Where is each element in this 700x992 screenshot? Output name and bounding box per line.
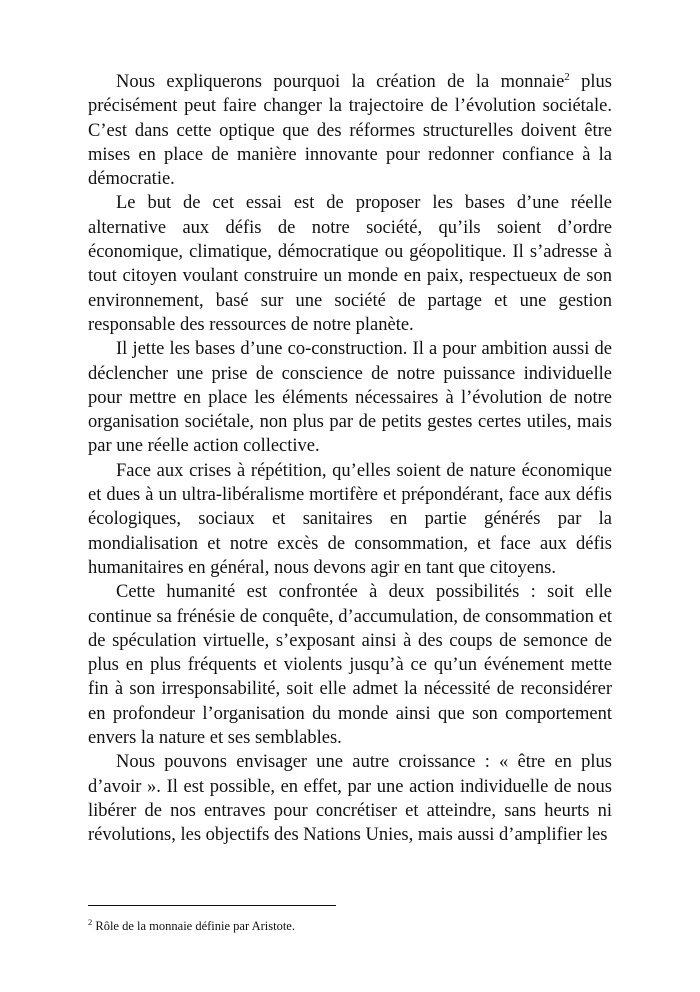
footnote-number: 2	[88, 916, 93, 927]
paragraph-3: Il jette les bases d’une co-construction. Il a pour ambition aussi de déclencher une prise de conscience de notre puissance individuelle pour mettre en place les éléments nécessaires à l’évolution de notre organisation sociétale, non plus par de petits gestes certes utiles, mais par une réelle action collective.	[88, 339, 612, 457]
body-text	[88, 70, 612, 848]
paragraph-6: Nous pouvons envisager une autre croissance : « être en plus d’avoir ». Il est possible, en effet, par une action individuelle de nous libérer de nos entraves pour concrétiser et atteindre, sans heurts ni révolutions, les objectifs des Nations Unies, mais aussi d’amplifier les	[88, 752, 612, 846]
footnote-separator	[88, 905, 336, 906]
paragraph-1-text-start: Nous expliquerons pourquoi la création de la monnaie	[116, 72, 565, 92]
paragraph-5: Cette humanité est confrontée à deux possibilités : soit elle continue sa frénésie de conquête, d’accumulation, de consommation et de spéculation virtuelle, s’exposant ainsi à des coups de semonce de plus en plus fréquents et violents jusqu’à ce qu’un événement mette fin à son irresponsabilité, soit elle admet la nécessité de reconsidérer en profondeur l’organisation du monde ainsi que son comportement envers la nature et ses semblables.	[88, 582, 612, 749]
footnote	[88, 918, 612, 934]
paragraph-2: Le but de cet essai est de proposer les bases d’une réelle alternative aux défis de notre société, qu’ils soient d’ordre économique, climatique, démocratique ou géopolitique. Il s’adresse à tout citoyen voulant construire un monde en paix, respectueux de son environnement, basé sur une société de partage et une gestion responsable des ressources de notre planète.	[88, 193, 612, 335]
footnote-reference[interactable]: 2	[564, 70, 570, 83]
paragraph-1-text-end: plus précisément peut faire changer la trajectoire de l’évolution sociétale. C’est dans cette optique que des réformes structurelles doivent être mises en place de manière innovante pour redonner confiance à la démocratie.	[88, 72, 612, 190]
footnote-text: Rôle de la monnaie définie par Aristote.	[92, 919, 295, 933]
paragraph-4: Face aux crises à répétition, qu’elles soient de nature économique et dues à un ultra-libéralisme mortifère et prépondérant, face aux défis écologiques, sociaux et sanitaires en partie générés par la mondialisation et notre excès de consommation, et face aux défis humanitaires en général, nous devons agir en tant que citoyens.	[88, 460, 612, 578]
paragraph-1	[88, 70, 612, 191]
